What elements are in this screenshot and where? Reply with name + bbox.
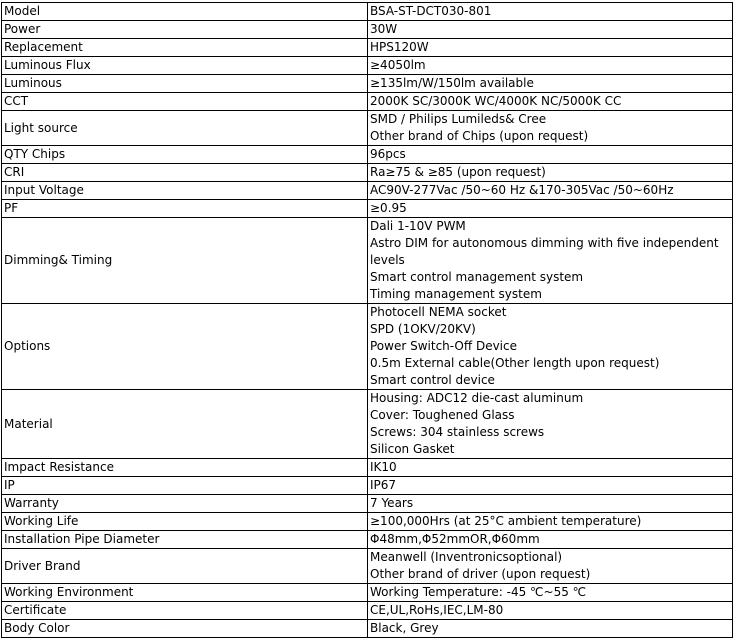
table-row xyxy=(2,57,733,75)
spec-label: Warranty xyxy=(2,495,368,513)
table-row xyxy=(2,218,733,304)
table-row xyxy=(2,459,733,477)
spec-value xyxy=(368,182,733,200)
table-row xyxy=(2,549,733,584)
spec-value xyxy=(368,39,733,57)
table-row xyxy=(2,200,733,218)
table-row xyxy=(2,111,733,146)
spec-label: Luminous xyxy=(2,75,368,93)
table-row xyxy=(2,93,733,111)
spec-value xyxy=(368,111,733,146)
spec-value-line: Φ48mm,Φ52mmOR,Φ60mm xyxy=(370,532,540,546)
spec-value-line: ≥135lm/W/150lm available xyxy=(370,76,534,90)
spec-value-line: HPS120W xyxy=(370,40,429,54)
table-row xyxy=(2,513,733,531)
spec-value xyxy=(368,200,733,218)
spec-value xyxy=(368,21,733,39)
spec-label: QTY Chips xyxy=(2,146,368,164)
table-row xyxy=(2,390,733,459)
spec-value xyxy=(368,477,733,495)
spec-label: Power xyxy=(2,21,368,39)
spec-value xyxy=(368,513,733,531)
spec-value-line: Other brand of driver (upon request) xyxy=(370,567,591,581)
spec-value xyxy=(368,620,733,638)
spec-label: Options xyxy=(2,304,368,390)
spec-value-line: Dali 1-10V PWM xyxy=(370,219,466,233)
spec-value-line: 2000K SC/3000K WC/4000K NC/5000K CC xyxy=(370,94,622,108)
spec-label: Working Environment xyxy=(2,584,368,602)
spec-value-line: Power Switch-Off Device xyxy=(370,339,517,353)
spec-value xyxy=(368,218,733,304)
spec-value-line: Smart control management system xyxy=(370,270,584,284)
table-row xyxy=(2,75,733,93)
spec-value-line: Meanwell (Inventronicsoptional) xyxy=(370,550,563,564)
spec-value-line: BSA-ST-DCT030-801 xyxy=(370,4,492,18)
spec-value-line: SMD / Philips Lumileds& Cree xyxy=(370,112,547,126)
table-row xyxy=(2,495,733,513)
table-row xyxy=(2,182,733,200)
spec-value-line: SPD (1OKV/20KV) xyxy=(370,322,476,336)
spec-value xyxy=(368,495,733,513)
spec-value-line: IK10 xyxy=(370,460,397,474)
spec-value-line: Photocell NEMA socket xyxy=(370,305,507,319)
spec-value xyxy=(368,146,733,164)
table-row xyxy=(2,304,733,390)
spec-value-line: Black, Grey xyxy=(370,621,439,635)
spec-value-line: Timing management system xyxy=(370,287,542,301)
spec-label: Model xyxy=(2,3,368,21)
spec-value-line: Housing: ADC12 die-cast aluminum xyxy=(370,391,584,405)
spec-value xyxy=(368,57,733,75)
spec-value-line: 96pcs xyxy=(370,147,406,161)
spec-value xyxy=(368,531,733,549)
spec-value-line: Smart control device xyxy=(370,373,495,387)
spec-value-line: 7 Years xyxy=(370,496,414,510)
spec-value-line: levels xyxy=(370,253,405,267)
table-row xyxy=(2,21,733,39)
spec-value-line: ≥0.95 xyxy=(370,201,407,215)
spec-label: Installation Pipe Diameter xyxy=(2,531,368,549)
spec-label: Light source xyxy=(2,111,368,146)
spec-value-line: Screws: 304 stainless screws xyxy=(370,425,545,439)
spec-value-line: 30W xyxy=(370,22,398,36)
spec-value-line: Astro DIM for autonomous dimming with five independent xyxy=(370,236,719,250)
spec-value xyxy=(368,602,733,620)
spec-label: Luminous Flux xyxy=(2,57,368,75)
spec-label: Dimming& Timing xyxy=(2,218,368,304)
spec-label: Certificate xyxy=(2,602,368,620)
spec-value-line: CE,UL,RoHs,IEC,LM-80 xyxy=(370,603,504,617)
spec-value xyxy=(368,75,733,93)
spec-table-body xyxy=(2,3,733,638)
spec-value-line: Cover: Toughened Glass xyxy=(370,408,515,422)
spec-value-line: AC90V-277Vac /50~60 Hz &170-305Vac /50~60Hz xyxy=(370,183,674,197)
spec-value-line: Other brand of Chips (upon request) xyxy=(370,129,589,143)
spec-value-line: Silicon Gasket xyxy=(370,442,455,456)
spec-label: Impact Resistance xyxy=(2,459,368,477)
spec-value-line: Working Temperature: -45 ℃~55 ℃ xyxy=(370,585,587,599)
spec-label: Input Voltage xyxy=(2,182,368,200)
spec-label: Replacement xyxy=(2,39,368,57)
spec-label: Driver Brand xyxy=(2,549,368,584)
spec-value-line: ≥4050lm xyxy=(370,58,426,72)
table-row xyxy=(2,602,733,620)
table-row xyxy=(2,3,733,21)
spec-value-line: ≥100,000Hrs (at 25°C ambient temperature) xyxy=(370,514,642,528)
spec-label: Working Life xyxy=(2,513,368,531)
spec-label: CRI xyxy=(2,164,368,182)
spec-value xyxy=(368,93,733,111)
table-row xyxy=(2,477,733,495)
table-row xyxy=(2,39,733,57)
spec-value xyxy=(368,164,733,182)
spec-label: CCT xyxy=(2,93,368,111)
spec-label: Material xyxy=(2,390,368,459)
spec-label: PF xyxy=(2,200,368,218)
table-row xyxy=(2,584,733,602)
spec-value xyxy=(368,459,733,477)
table-row xyxy=(2,164,733,182)
spec-value xyxy=(368,304,733,390)
spec-value xyxy=(368,390,733,459)
spec-table xyxy=(1,2,733,638)
spec-value xyxy=(368,3,733,21)
table-row xyxy=(2,146,733,164)
spec-value-line: 0.5m External cable(Other length upon request) xyxy=(370,356,660,370)
spec-label: IP xyxy=(2,477,368,495)
spec-label: Body Color xyxy=(2,620,368,638)
spec-value-line: Ra≥75 & ≥85 (upon request) xyxy=(370,165,546,179)
spec-value xyxy=(368,584,733,602)
table-row xyxy=(2,531,733,549)
table-row xyxy=(2,620,733,638)
spec-value-line: IP67 xyxy=(370,478,397,492)
spec-value xyxy=(368,549,733,584)
